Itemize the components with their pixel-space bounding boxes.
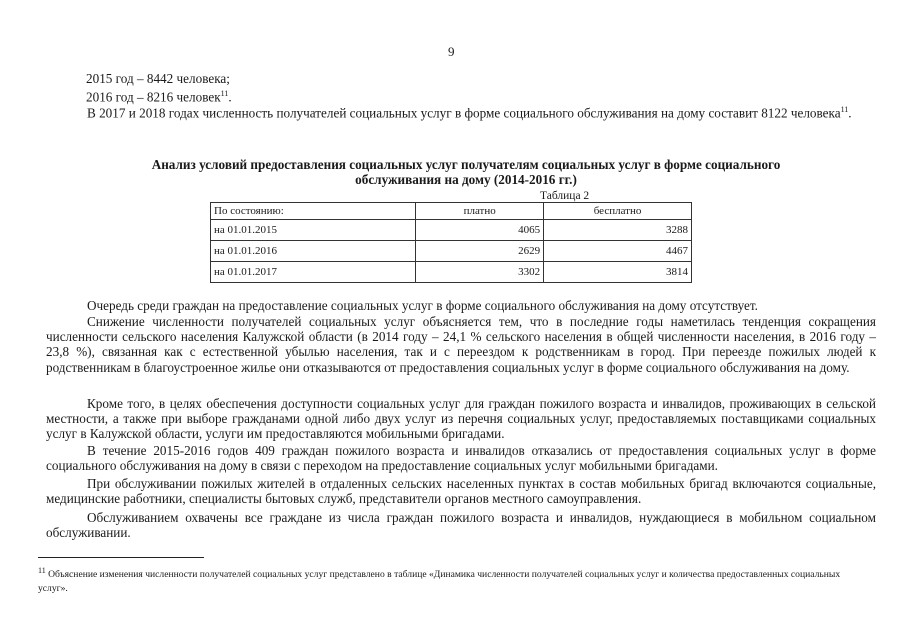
table-cell-free: 3814 — [544, 262, 692, 283]
stat-paragraph-2017-2018-text: В 2017 и 2018 годах численность получателей социальных услуг в форме социального обслуживания на дому составит 8122 человека — [87, 105, 841, 121]
footnote-separator — [38, 557, 204, 558]
stat-paragraph-2017-2018-end: . — [848, 105, 852, 121]
table-row — [211, 220, 692, 241]
footnote-mark: 11 — [38, 566, 46, 575]
table-cell-paid: 3302 — [416, 262, 544, 283]
stat-paragraph-2017-2018 — [46, 102, 876, 121]
table-row — [211, 241, 692, 262]
footnote-text: Объяснение изменения численности получателей социальных услуг представлено в таблице «Динамика численности получателей социальных услуг и количества предоставленных социальных услуг». — [38, 569, 841, 595]
table-label: Таблица 2 — [540, 190, 590, 202]
table-header-row — [211, 203, 692, 220]
services-table — [210, 202, 692, 283]
paragraph-queue: Очередь среди граждан на предоставление социальных услуг в форме социального обслуживания на дому отсутствует. — [87, 298, 758, 313]
table-cell-paid: 2629 — [416, 241, 544, 262]
table-cell-free: 3288 — [544, 220, 692, 241]
table-cell-date: на 01.01.2016 — [211, 241, 416, 262]
paragraph-refusals: В течение 2015-2016 годов 409 граждан пожилого возраста и инвалидов отказались от предоставления социальных услуг в форме социального обслуживания на дому в связи с переходом на предоставление социальных услуг мобильными бригадами. — [46, 443, 876, 474]
paragraph-coverage: Обслуживанием охвачены все граждане из числа граждан пожилого возраста и инвалидов, нуждающиеся в мобильном социальном обслуживании. — [46, 510, 876, 541]
table-cell-date: на 01.01.2015 — [211, 220, 416, 241]
paragraph-team-composition: При обслуживании пожилых жителей в отдаленных сельских населенных пунктах в состав мобильных бригад включаются социальные, медицинские работники, специалисты бытовых служб, представители органов местного самоуправления. — [46, 476, 876, 507]
page-number: 9 — [448, 44, 455, 59]
stat-line-2015: 2015 год – 8442 человека; — [86, 71, 230, 86]
table-header-cell: платно — [416, 203, 544, 220]
footnote — [38, 564, 848, 596]
footnote-ref: 11 — [220, 89, 229, 98]
table-title: Анализ условий предоставления социальных услуг получателям социальных услуг в форме социального обслуживания на дому (2014-2016 гг.) — [151, 157, 781, 187]
stat-line-2016-end: . — [228, 89, 232, 105]
stat-line-2016-text: 2016 год – 8216 человек — [86, 89, 221, 105]
table-header-cell: бесплатно — [544, 203, 692, 220]
table-cell-free: 4467 — [544, 241, 692, 262]
paragraph-decline-reason: Снижение численности получателей социальных услуг объясняется тем, что в последние годы наметилась тенденция сокращения численности сельского населения Калужской области (в 2014 году – 24,1 % сельского населения в общей численности населения, в 2016 году – 23,8 %), связанная как с естественной убылью населения, так и с переездом к родственникам в город. При переезде пожилых людей к родственникам в благоустроенное жилье они отказываются от предоставления социальных услуг в форме социального обслуживания на дому. — [46, 314, 876, 375]
table-cell-paid: 4065 — [416, 220, 544, 241]
table-row — [211, 262, 692, 283]
table-cell-date: на 01.01.2017 — [211, 262, 416, 283]
paragraph-mobile-teams: Кроме того, в целях обеспечения доступности социальных услуг для граждан пожилого возраста и инвалидов, проживающих в сельской местности, а также при выборе гражданами одной либо двух услуг из перечня социальных услуг, предоставляемых поставщиками социальных услуг в Калужской области, услуги им предоставляются мобильными бригадами. — [46, 396, 876, 442]
table-header-cell: По состоянию: — [211, 203, 416, 220]
footnote-ref: 11 — [840, 105, 849, 114]
